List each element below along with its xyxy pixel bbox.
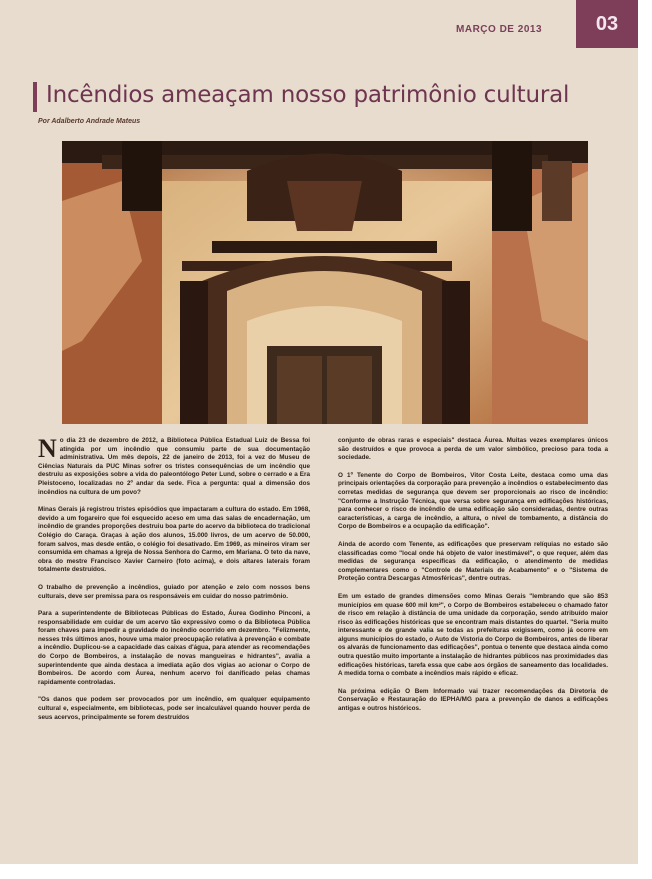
article-photo: [62, 141, 588, 424]
article-byline: Por Adalberto Andrade Mateus: [38, 118, 141, 125]
paragraph: "Os danos que podem ser provocados por um incêndio, em qualquer equipamento cultural e, especialmente, em bibliotecas, pode ser incalculável quando houver perda de seus acervos, principalmente se forem destruídos: [38, 696, 310, 721]
paragraph: Na próxima edição O Bem Informado vai trazer recomendações da Diretoria de Conservação e Restauração do IEPHA/MG para a prevenção de danos a edificações antigas e outros históricos.: [338, 687, 608, 713]
paragraph-text: o dia 23 de dezembro de 2012, a Biblioteca Pública Estadual Luiz de Bessa foi atingida por um incêndio que consumiu parte de sua documentação administrativa. Um mês depois, 22 de janeiro de 2013, foi a vez do Museu de Ciências Naturais da PUC Minas sofrer os tristes consequências de um incêndio que destruiu as exposições sobre a vida do paleontólogo Peter Lund, sobre o cerrado e a Era Pleistoceno, localizadas no 2º andar da sede. Fica a pergunta: qual a dimensão dos incêndios na cultura de um povo?: [38, 437, 310, 496]
burnt-church-interior-photo-icon: [62, 141, 588, 424]
paragraph: Ainda de acordo com Tenente, as edificações que preservam relíquias no estado são classificadas como "local onde há objeto de valor inestimável", o que requer, além das medidas de segurança específicas da edificação, o atendimento de medidas complementares como o "Controle de Materiais de Acabamento" e o "Sistema de Proteção contra Descargas Atmosféricas", dentre outras.: [338, 540, 608, 583]
paragraph: [38, 434, 310, 497]
paragraph: Em um estado de grandes dimensões como Minas Gerais "lembrando que são 853 municípios em quase 600 mil km²", o Corpo de Bombeiros estabeleceu o chamado fator de risco em relação à distância de uma unidade da corporação, sendo atribuído maior risco às edificações históricas que se encontram mais distantes do quartel. "Seria muito interessante e de grande valia se todas as prefeituras exigissem, como já ocorre em alguns municípios do estado, o Auto de Vistoria do Corpo de Bombeiros, antes de liberar os alvarás de funcionamento das edificações", pontua o tenente que destaca ainda como outra questão muito importante a instalação de hidrantes públicos nas proximidades das edificações históricas, tarefa essa que cabe aos órgãos de saneamento das localidades. A medida torna o combate a incêndios mais rápido e eficaz.: [338, 592, 608, 678]
article-title: Incêndios ameaçam nosso patrimônio cultural: [46, 82, 570, 108]
paragraph: O trabalho de prevenção a incêndios, guiado por atenção e zelo com nossos bens culturais, deve ser premissa para os responsáveis em cuidar do nosso patrimônio.: [38, 583, 310, 600]
paragraph: Para a superintendente de Bibliotecas Públicas do Estado, Áurea Godinho Pinconi, a responsabilidade em cuidar de um acervo tão expressivo como o da Biblioteca Pública foram chaves para impedir a gravidade do incêndio ocorrido em dezembro. "Felizmente, nesses três últimos anos, houve uma maior preocupação relativa à prevenção e combate a incêndio. Duplicou-se a capacidade das caixas d'água, para atender as recomendações do Corpo de Bombeiros, a instalação de novas mangueiras e hidrantes", avalia a superintendente que ainda destaca a imediata ação dos vigias ao acionar o Corpo de Bombeiros. De acordo com Áurea, nenhum acervo foi danificado pelas chamas rapidamente controladas.: [38, 610, 310, 686]
title-accent-bar: [33, 82, 37, 112]
article-column-2: [338, 437, 608, 723]
page-number: 03: [576, 0, 638, 48]
paragraph: Minas Gerais já registrou tristes episódios que impactaram a cultura do estado. Em 1968, devido a um fogareiro que foi esquecido aceso em uma das salas de encadernação, um incêndio de grandes proporções destruiu boa parte do acervo da biblioteca do tradicional Colégio do Caraça. Graças à ação dos alunos, 15.000 livros, de um acervo de 50.000, foram salvos, mas desde então, o colégio foi desativado. Em 1969, as mineiros viram ser consumida em chamas a Igreja de Nossa Senhora do Carmo, em Mariana. O teto da nave, obra do mestre Francisco Xavier Carneiro (foto acima), e dois altares laterais foram totalmente destruídos.: [38, 506, 310, 574]
header-band: [0, 0, 638, 44]
issue-date: MARÇO DE 2013: [456, 24, 542, 35]
drop-cap: N: [38, 434, 57, 463]
article-column-1: [38, 434, 310, 731]
paragraph: O 1º Tenente do Corpo de Bombeiros, Vitor Costa Leite, destaca como uma das principais orientações da corporação para prevenção a incêndios o estabelecimento das corretas medidas de segurança que devem ser proporcionais ao risco de incêndio: "Conforme a Instrução Técnica, que versa sobre segurança em edificações históricas, para conhecer o risco de incêndio de uma edificação são consideradas, dentre outras características, a carga de incêndio, a altura, o nível de tombamento, a distância do Corpo de Bombeiros e a ocupação da edificação".: [338, 471, 608, 531]
paragraph: conjunto de obras raras e especiais" destaca Áurea. Muitas vezes exemplares únicos são destruídos e que provoca a perda de um valor simbólico, precioso para toda a sociedade.: [338, 437, 608, 462]
